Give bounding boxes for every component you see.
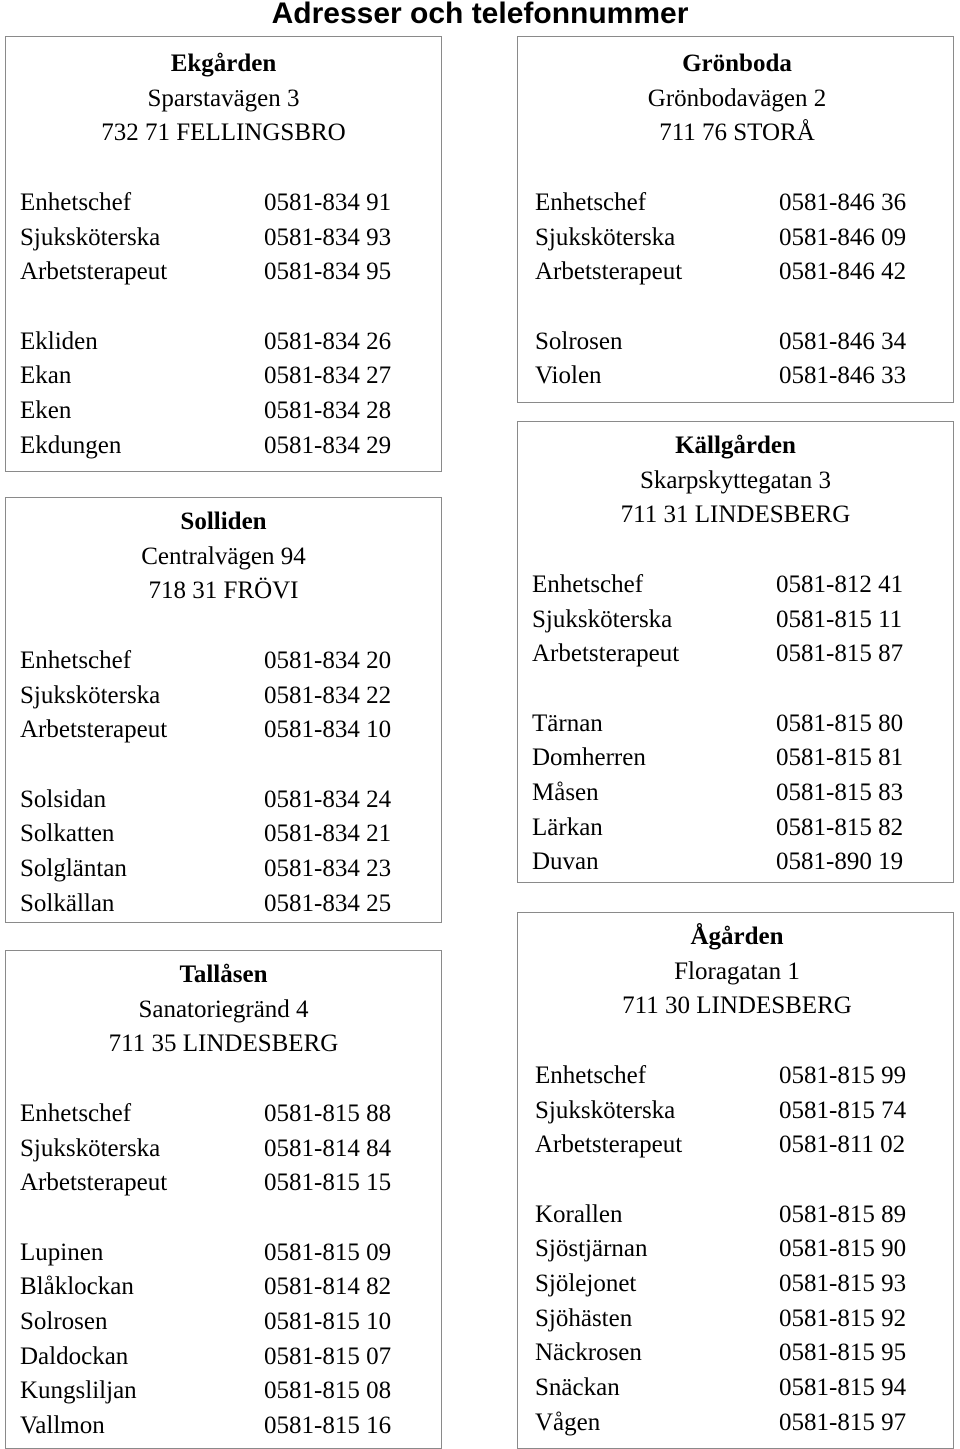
phone-number: 0581-814 82 <box>264 1273 392 1301</box>
unit-address-block <box>521 47 953 151</box>
department-row <box>535 1406 953 1441</box>
unit-city: 732 71 FELLINGSBRO <box>101 119 346 147</box>
phone-number: 0581-815 99 <box>779 1061 907 1089</box>
phone-number: 0581-815 95 <box>779 1339 907 1367</box>
phone-number: 0581-834 25 <box>264 889 392 917</box>
department-row <box>20 1236 441 1271</box>
department-row <box>535 1267 953 1302</box>
phone-number: 0581-815 82 <box>776 813 904 841</box>
staff-row <box>20 1132 441 1167</box>
phone-number: 0581-834 27 <box>264 362 392 390</box>
unit-street: Skarpskyttegatan 3 <box>640 466 831 494</box>
department-row <box>532 776 953 811</box>
phone-number: 0581-815 87 <box>776 640 904 668</box>
unit-card-ekgarden <box>5 36 442 472</box>
unit-card-solliden <box>5 497 442 923</box>
unit-name: Ågården <box>690 923 784 950</box>
department-label: Solsidan <box>20 785 107 813</box>
phone-number: 0581-811 02 <box>779 1131 906 1159</box>
department-label: Näckrosen <box>535 1339 642 1367</box>
phone-number: 0581-815 08 <box>264 1377 392 1405</box>
department-label: Eken <box>20 397 72 424</box>
unit-city: 711 31 LINDESBERG <box>620 501 851 529</box>
unit-name: Ekgården <box>170 50 277 77</box>
phone-number: 0581-815 81 <box>776 744 904 772</box>
unit-street: Floragatan 1 <box>674 957 800 985</box>
department-label: Tärnan <box>532 709 603 737</box>
department-label: Solkatten <box>20 820 115 848</box>
unit-city: 711 30 LINDESBERG <box>622 992 852 1020</box>
unit-address-block <box>518 429 953 533</box>
department-label: Daldockan <box>20 1342 129 1370</box>
staff-row <box>20 644 441 679</box>
unit-street: Grönbodavägen 2 <box>647 84 827 112</box>
department-label: Ekdungen <box>20 431 122 459</box>
phone-number: 0581-846 09 <box>779 223 907 251</box>
staff-label: Enhetschef <box>20 1099 132 1127</box>
phone-number: 0581-834 95 <box>264 258 392 286</box>
department-row <box>532 707 953 742</box>
staff-list <box>535 1059 953 1163</box>
phone-number: 0581-890 19 <box>776 848 904 876</box>
staff-row <box>20 255 441 290</box>
staff-label: Arbetsterapeut <box>535 1131 683 1159</box>
staff-label: Enhetschef <box>20 646 132 674</box>
phone-number: 0581-834 26 <box>264 327 392 355</box>
department-row <box>535 1198 953 1233</box>
staff-label: Sjuksköterska <box>535 1096 676 1124</box>
phone-number: 0581-834 21 <box>264 820 392 848</box>
staff-row <box>535 186 953 221</box>
department-row <box>20 887 441 922</box>
staff-label: Sjuksköterska <box>20 223 161 251</box>
staff-row <box>20 221 441 256</box>
department-row <box>20 1374 441 1409</box>
staff-row <box>532 603 953 638</box>
department-label: Blåklockan <box>20 1273 134 1301</box>
staff-list <box>532 568 953 672</box>
phone-number: 0581-815 74 <box>779 1096 907 1124</box>
department-row <box>535 325 953 360</box>
department-row <box>535 1336 953 1371</box>
phone-number: 0581-815 92 <box>779 1304 907 1332</box>
staff-list <box>20 186 441 290</box>
department-label: Kungsliljan <box>20 1377 137 1405</box>
department-label: Solgläntan <box>20 855 127 882</box>
department-label: Violen <box>535 362 602 390</box>
phone-number: 0581-815 93 <box>779 1270 907 1297</box>
staff-label: Sjuksköterska <box>532 605 673 633</box>
department-row <box>20 852 441 887</box>
department-row <box>20 394 441 429</box>
department-row <box>20 783 441 818</box>
unit-street: Sanatoriegränd 4 <box>138 995 309 1023</box>
staff-list <box>20 1097 441 1201</box>
department-label: Snäckan <box>535 1374 620 1402</box>
staff-row <box>20 1097 441 1132</box>
unit-name: Källgården <box>675 432 796 459</box>
department-label: Lärkan <box>532 813 603 841</box>
phone-number: 0581-834 20 <box>264 646 392 674</box>
department-list <box>20 1236 441 1444</box>
department-label: Sjöhästen <box>535 1304 633 1332</box>
department-row <box>532 811 953 846</box>
staff-row <box>532 568 953 603</box>
phone-number: 0581-815 88 <box>264 1099 392 1127</box>
staff-label: Arbetsterapeut <box>20 1169 168 1197</box>
phone-number: 0581-815 15 <box>264 1169 392 1197</box>
department-label: Korallen <box>535 1200 623 1228</box>
staff-row <box>20 1166 441 1201</box>
phone-number: 0581-834 28 <box>264 397 392 424</box>
unit-name: Grönboda <box>682 50 792 77</box>
unit-address-block <box>6 958 441 1062</box>
phone-number: 0581-815 11 <box>776 605 903 633</box>
department-row <box>535 359 953 394</box>
department-list <box>20 325 441 464</box>
phone-number: 0581-834 24 <box>264 785 392 813</box>
page-title: Adresser och telefonnummer <box>271 0 689 30</box>
phone-number: 0581-834 10 <box>264 716 392 744</box>
department-row <box>20 1305 441 1340</box>
phone-number: 0581-846 34 <box>779 327 907 355</box>
department-row <box>20 817 441 852</box>
phone-number: 0581-846 36 <box>779 188 907 216</box>
staff-label: Arbetsterapeut <box>532 640 680 668</box>
department-row <box>20 325 441 360</box>
staff-row <box>535 255 953 290</box>
unit-city: 711 35 LINDESBERG <box>108 1030 339 1058</box>
department-list <box>535 325 953 394</box>
phone-number: 0581-812 41 <box>776 570 904 598</box>
unit-card-tallasen <box>5 950 442 1449</box>
phone-number: 0581-834 22 <box>264 681 392 709</box>
department-row <box>20 359 441 394</box>
department-label: Duvan <box>532 848 599 876</box>
staff-label: Sjuksköterska <box>20 1134 161 1162</box>
phone-number: 0581-815 09 <box>264 1238 392 1266</box>
unit-address-block <box>521 920 953 1024</box>
department-row <box>20 1270 441 1305</box>
phone-number: 0581-834 29 <box>264 431 392 459</box>
phone-number: 0581-815 90 <box>779 1235 907 1263</box>
staff-label: Arbetsterapeut <box>20 716 168 744</box>
department-label: Domherren <box>532 744 646 772</box>
department-label: Ekan <box>20 362 72 390</box>
unit-address-block <box>6 47 441 151</box>
phone-number: 0581-846 33 <box>779 362 907 390</box>
department-list <box>20 783 441 922</box>
staff-label: Sjuksköterska <box>20 681 161 709</box>
phone-number: 0581-846 42 <box>779 258 907 286</box>
staff-row <box>532 637 953 672</box>
staff-row <box>535 1059 953 1094</box>
staff-row <box>20 679 441 714</box>
department-row <box>535 1232 953 1267</box>
phone-number: 0581-815 07 <box>264 1342 392 1370</box>
department-label: Sjölejonet <box>535 1270 637 1297</box>
phone-number: 0581-814 84 <box>264 1134 392 1162</box>
phone-number: 0581-815 16 <box>264 1412 392 1440</box>
department-list <box>535 1198 953 1441</box>
staff-row <box>535 221 953 256</box>
phone-number: 0581-815 80 <box>776 709 904 737</box>
phone-number: 0581-815 97 <box>779 1408 907 1436</box>
phone-number: 0581-834 91 <box>264 188 392 216</box>
department-row <box>535 1371 953 1406</box>
staff-label: Enhetschef <box>20 188 132 216</box>
department-label: Solrosen <box>535 327 623 355</box>
unit-street: Centralvägen 94 <box>141 542 306 570</box>
department-label: Vågen <box>535 1408 601 1436</box>
unit-name: Solliden <box>180 508 267 535</box>
department-row <box>20 1409 441 1444</box>
department-label: Vallmon <box>20 1412 105 1440</box>
unit-street: Sparstavägen 3 <box>147 84 300 112</box>
phone-number: 0581-834 23 <box>264 855 392 882</box>
staff-label: Arbetsterapeut <box>20 258 168 286</box>
unit-address-block <box>6 505 441 609</box>
unit-card-kallgarden <box>517 421 954 883</box>
phone-number: 0581-815 83 <box>776 779 904 806</box>
staff-label: Enhetschef <box>535 1061 647 1089</box>
department-row <box>20 429 441 464</box>
unit-city: 711 76 STORÅ <box>659 119 815 147</box>
staff-row <box>20 713 441 748</box>
department-row <box>535 1302 953 1337</box>
unit-card-agarden <box>517 912 954 1449</box>
department-row <box>532 741 953 776</box>
department-list <box>532 707 953 881</box>
staff-label: Enhetschef <box>532 570 644 598</box>
department-label: Lupinen <box>20 1238 104 1266</box>
department-row <box>20 1340 441 1375</box>
phone-number: 0581-815 89 <box>779 1200 907 1228</box>
staff-row <box>20 186 441 221</box>
phone-number: 0581-815 10 <box>264 1308 392 1335</box>
unit-card-gronboda <box>517 36 954 403</box>
department-label: Solkällan <box>20 889 115 917</box>
staff-label: Enhetschef <box>535 188 647 216</box>
department-label: Sjöstjärnan <box>535 1235 648 1263</box>
staff-list <box>535 186 953 290</box>
department-label: Solrosen <box>20 1308 108 1335</box>
phone-number: 0581-834 93 <box>264 223 392 251</box>
staff-label: Sjuksköterska <box>535 223 676 251</box>
staff-row <box>535 1094 953 1129</box>
staff-list <box>20 644 441 748</box>
unit-name: Tallåsen <box>179 961 268 988</box>
staff-label: Arbetsterapeut <box>535 258 683 286</box>
department-label: Måsen <box>532 779 599 806</box>
unit-city: 718 31 FRÖVI <box>148 577 299 605</box>
department-label: Ekliden <box>20 327 98 355</box>
staff-row <box>535 1128 953 1163</box>
phone-number: 0581-815 94 <box>779 1374 907 1402</box>
department-row <box>532 845 953 880</box>
